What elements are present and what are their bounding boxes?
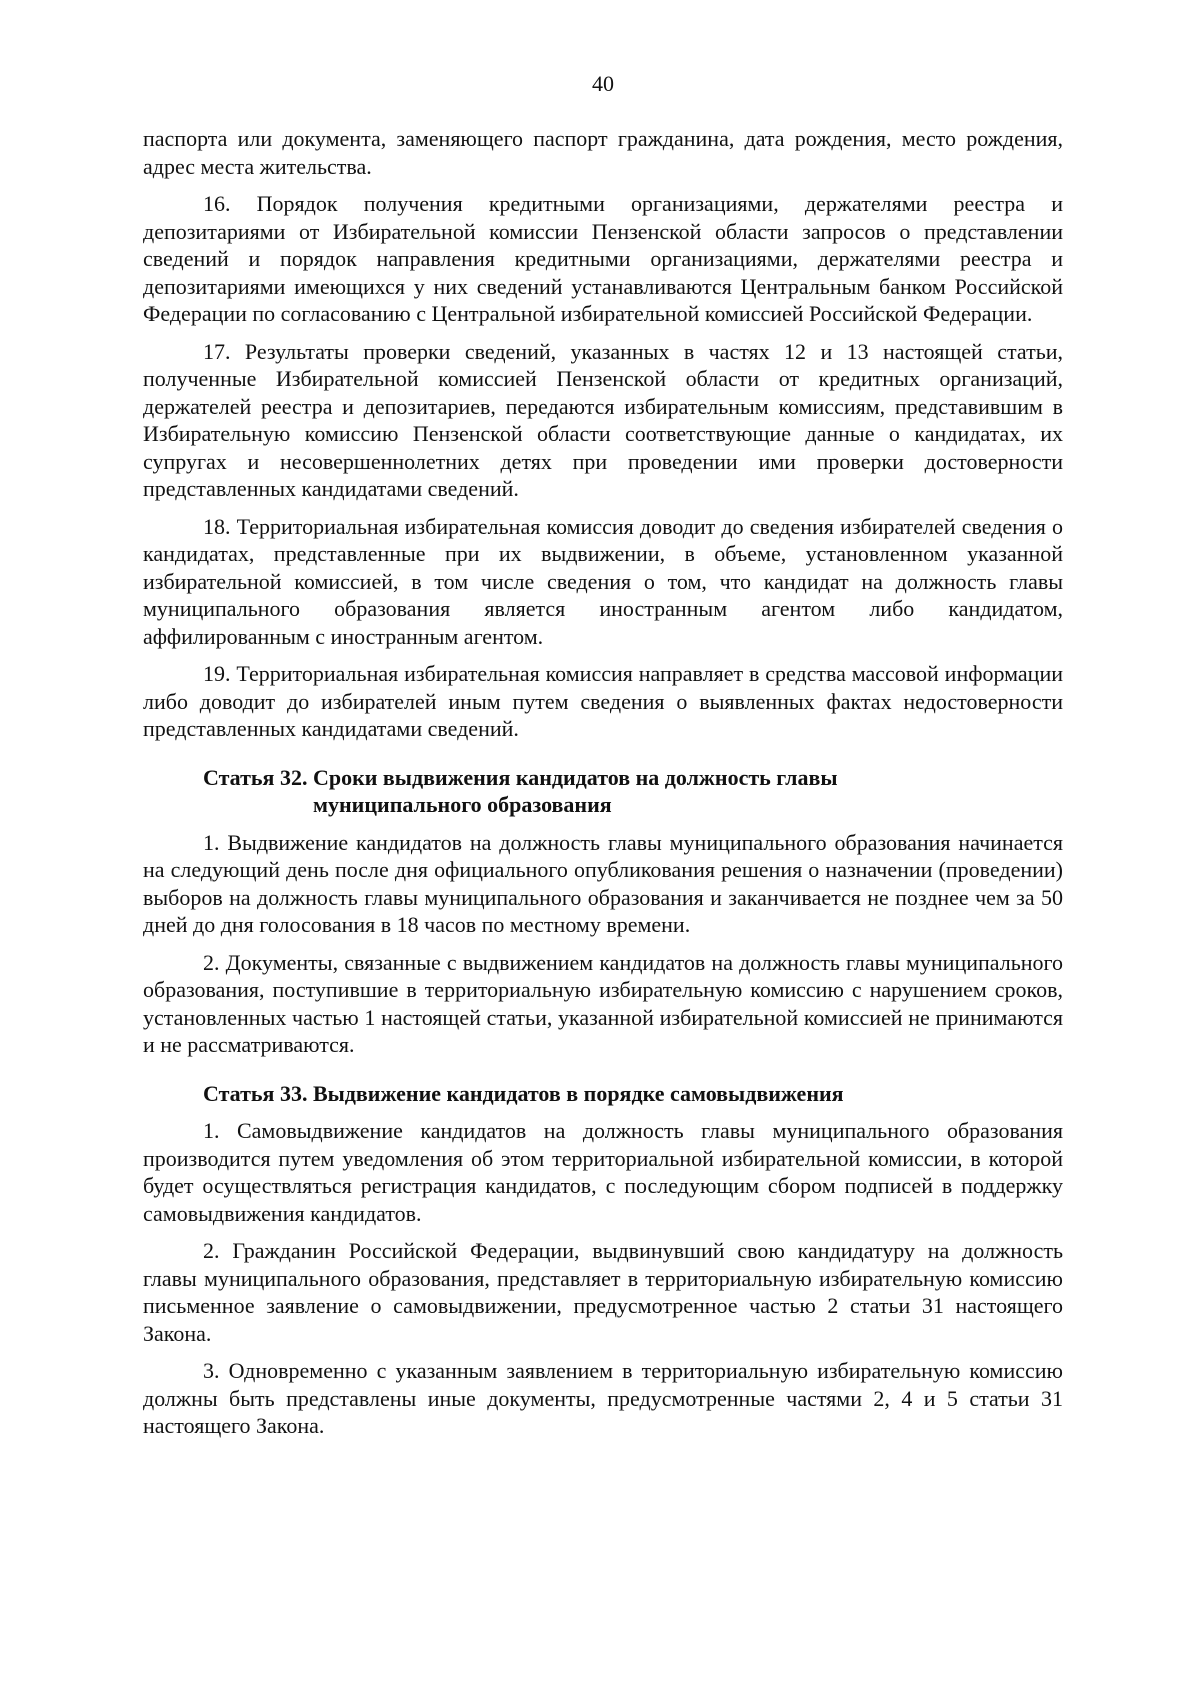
article-32-heading xyxy=(143,764,1063,819)
paragraph-17: 17. Результаты проверки сведений, указанных в частях 12 и 13 настоящей статьи, полученные Избирательной комиссией Пензенской области от кредитных организаций, держателей реестра и депозитариев, передаются избирательным комиссиям, представившим в Избирательную комиссию Пензенской области соответствующие данные о кандидатах, их супругах и несовершеннолетних детях при проведении ими проверки достоверности представленных кандидатами сведений. xyxy=(143,338,1063,501)
article-32-paragraph-2: 2. Документы, связанные с выдвижением кандидатов на должность главы муниципального образования, поступившие в территориальную избирательную комиссию с нарушением сроков, установленных частью 1 настоящей статьи, указанной избирательной комиссией не принимаются и не рассматриваются. xyxy=(143,949,1063,1057)
article-33-paragraph-3: 3. Одновременно с указанным заявлением в территориальную избирательную комиссию должны быть представлены иные документы, предусмотренные частями 2, 4 и 5 статьи 31 настоящего Закона. xyxy=(143,1358,1063,1438)
article-32-paragraph-1: 1. Выдвижение кандидатов на должность главы муниципального образования начинается на следующий день после дня официального опубликования решения о назначении (проведении) выборов на должность главы муниципального образования и заканчивается не позднее чем за 50 дней до дня голосования в 18 часов по местному времени. xyxy=(143,829,1063,937)
paragraph-18: 18. Территориальная избирательная комиссия доводит до сведения избирателей сведения о кандидатах, представленные при их выдвижении, в объеме, установленном указанной избирательной комиссией, в том числе сведения о том, что кандидат на должность главы муниципального образования является иностранным агентом либо кандидатом, аффилированным с иностранным агентом. xyxy=(143,513,1063,649)
paragraph-19: 19. Территориальная избирательная комиссия направляет в средства массовой информации либо доводит до избирателей иным путем сведения о выявленных фактах недостоверности представленных кандидатами сведений. xyxy=(143,661,1063,741)
paragraph-continuation: паспорта или документа, заменяющего паспорт гражданина, дата рождения, место рождения, адрес места жительства. xyxy=(143,126,1063,179)
paragraph-16: 16. Порядок получения кредитными организациями, держателями реестра и депозитариями от Избирательной комиссии Пензенской области запросов о представлении сведений и порядок направления кредитными организациями, держателями реестра и депозитариями имеющихся у них сведений устанавливаются Центральным банком Российской Федерации по согласованию с Центральной избирательной комиссией Российской Федерации. xyxy=(143,191,1063,326)
page-number: 40 xyxy=(592,71,614,96)
article-33-heading xyxy=(143,1080,1063,1108)
article-32-heading-line1: Статья 32. Сроки выдвижения кандидатов на должность главы xyxy=(203,764,838,790)
article-32-heading-line2: муниципального образования xyxy=(313,792,612,817)
article-33-paragraph-1: 1. Самовыдвижение кандидатов на должность главы муниципального образования производится путем уведомления об этом территориальной избирательной комиссии, в которой будет осуществляться регистрация кандидатов, с последующим сбором подписей в поддержку самовыдвижения кандидатов. xyxy=(143,1118,1063,1226)
article-33-heading-text: Статья 33. Выдвижение кандидатов в порядке самовыдвижения xyxy=(203,1080,844,1106)
article-33-paragraph-2: 2. Гражданин Российской Федерации, выдвинувший свою кандидатуру на должность главы муниципального образования, представляет в территориальную избирательную комиссию письменное заявление о самовыдвижении, предусмотренное частью 2 статьи 31 настоящего Закона. xyxy=(143,1238,1063,1346)
